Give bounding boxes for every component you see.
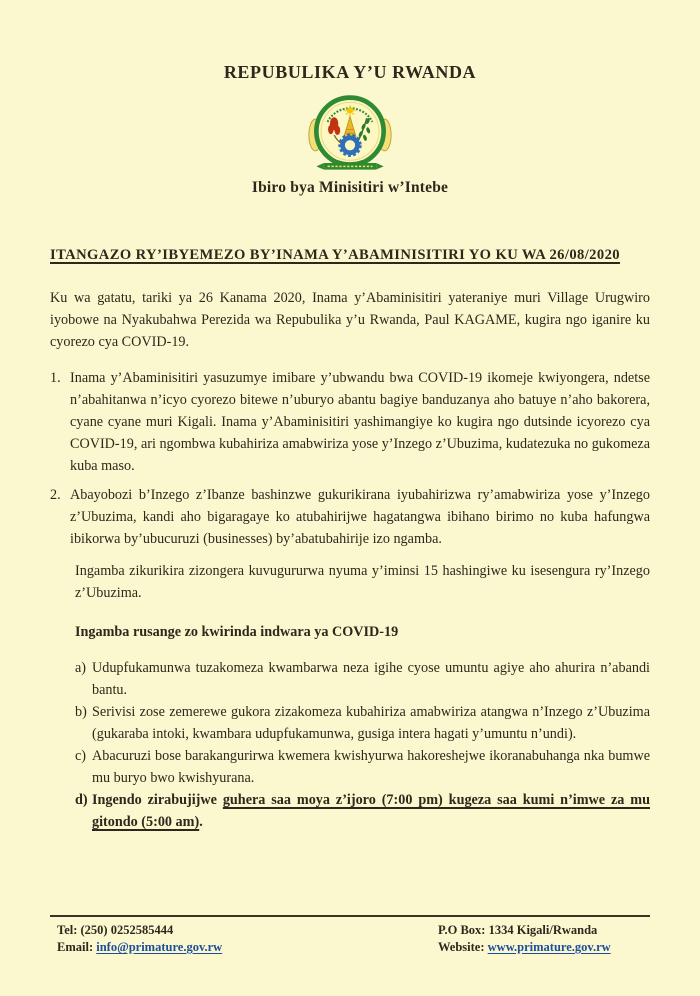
list-item-marker: a) <box>75 660 87 677</box>
list-item <box>75 701 650 745</box>
announcement-title: ITANGAZO RY’IBYEMEZO BY’INAMA Y’ABAMINISITIRI YO KU WA 26/08/2020 <box>50 247 620 263</box>
list-item-marker: b) <box>75 704 87 721</box>
footer-contact-left <box>50 922 222 956</box>
republic-title: REPUBULIKA Y’U RWANDA <box>223 62 477 82</box>
document-footer <box>50 915 650 956</box>
curfew-underlined-text: guhera saa moya z’ijoro (7:00 pm) kugeza saa kumi n’imwe za mu gitondo (5:00 am) <box>92 792 650 831</box>
pobox-label: P.O Box: <box>438 923 486 937</box>
list-item <box>50 367 650 477</box>
website-link[interactable]: www.primature.gov.rw <box>487 940 611 954</box>
intro-paragraph: Ku wa gatatu, tariki ya 26 Kanama 2020, Inama y’Abaminisitiri yateraniye muri Village Urugwiro iyobowe na Nyakubahwa Perezida wa Repubulika y’u Rwanda, Paul KAGAME, kugira ngo iganire ku cyorezo cya COVID-19. <box>50 290 650 350</box>
list-item-text <box>92 789 650 833</box>
document-header <box>50 62 650 197</box>
tel-value: (250) 0252585444 <box>80 923 174 937</box>
list-item-marker: 1. <box>50 370 61 387</box>
list-item <box>50 484 650 550</box>
section-heading: Ingamba rusange zo kwirinda indwara ya COVID-19 <box>75 624 399 641</box>
list-item-marker: 2. <box>50 487 61 504</box>
office-title: Ibiro bya Minisitiri w’Intebe <box>251 179 449 196</box>
rwanda-coat-of-arms-icon <box>303 92 397 178</box>
list-item <box>75 745 650 789</box>
list-item-text: Abacuruzi bose barakangurirwa kwemera kwishyurwa hakoreshejwe ikoranabuhanga nka bumwe mu buryo bwo kwishyurana. <box>92 748 650 787</box>
footer-contact-right <box>431 922 650 956</box>
list-item <box>75 657 650 701</box>
note-paragraph: Ingamba zikurikira zizongera kuvugururwa nyuma y’iminsi 15 hashingiwe ku isesengura ry’Inzego z’Ubuzima. <box>75 563 650 602</box>
email-label: Email: <box>57 940 94 954</box>
list-item-curfew <box>75 789 650 833</box>
list-item-text: Abayobozi b’Inzego z’Ibanze bashinzwe gukurikirana iyubahirizwa ry’amabwiriza yose y’Inzego z’Ubuzima, kandi aho bigaragaye ko atubahirijwe hagatangwa ibihano birimo no kuba hafungwa ibikorwa by’ubucuruzi (businesses) by’abatubahirije izo ngamba. <box>70 487 650 548</box>
list-item-marker: c) <box>75 748 87 765</box>
list-item-text: Udupfukamunwa tuzakomeza kwambarwa neza igihe cyose umuntu agiye aho ahurira n’abandi bantu. <box>92 660 650 699</box>
email-link[interactable]: info@primature.gov.rw <box>96 940 223 954</box>
numbered-list <box>50 367 650 550</box>
curfew-suffix: . <box>199 814 203 831</box>
list-item-text: Serivisi zose zemerewe gukora zizakomeza kubahiriza amabwiriza atangwa n’Inzego z’Ubuzima (gukaraba intoki, kwambara udupfukamunwa, gusiga intera hagati y’umuntu n’undi). <box>92 704 650 743</box>
email-row <box>57 939 222 956</box>
website-label: Website: <box>438 940 485 954</box>
pobox-value: 1334 Kigali/Rwanda <box>488 923 598 937</box>
website-row <box>438 939 650 956</box>
curfew-bold-prefix: Ingendo zirabujijwe <box>92 792 223 809</box>
lettered-list <box>75 657 650 833</box>
tel-row <box>57 922 222 939</box>
pobox-row <box>438 922 650 939</box>
list-item-text: Inama y’Abaminisitiri yasuzumye imibare y’ubwandu bwa COVID-19 ikomeje kwiyongera, ndetse n’abahitanwa n’icyo cyorezo bitewe n’uburyo abantu bagiye banduzanya aho batuye n’aho bakorera, cyane cyane muri Kigali. Inama y’Abaminisitiri yashimangiye ko kugira ngo dutsinde icyorezo cya COVID-19, ari ngombwa kubahiriza amabwiriza yose y’Inzego z’Ubuzima, kudatezuka no gukomeza kuba maso. <box>70 370 650 475</box>
tel-label: Tel: <box>57 923 78 937</box>
list-item-marker: d) <box>75 792 88 809</box>
